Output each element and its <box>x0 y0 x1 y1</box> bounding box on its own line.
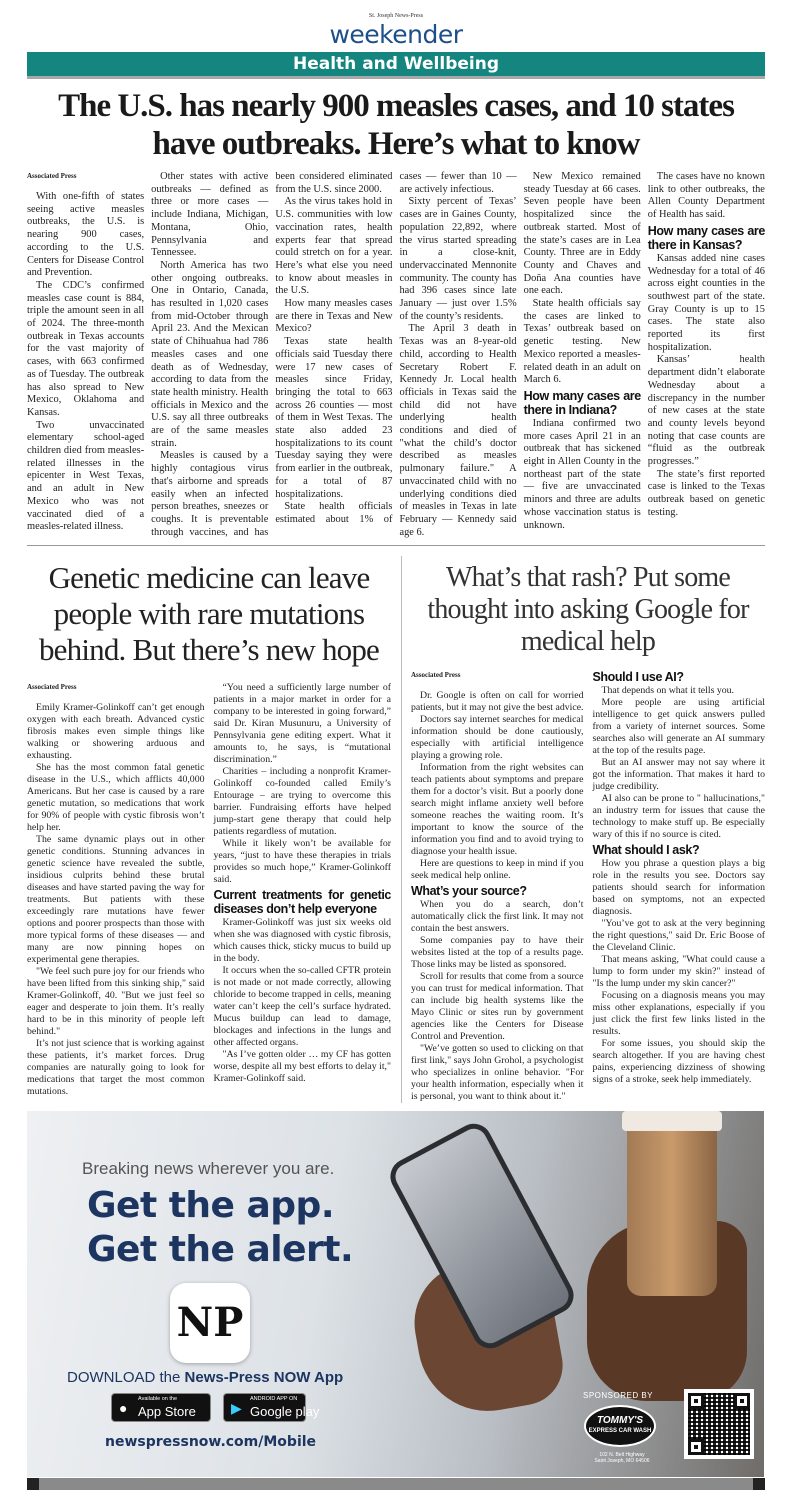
subheading: How many cases are there in Indiana? <box>523 388 641 417</box>
paragraph: Texas state health officials said Tuesday there were 17 new cases of measles since Friday, bringing the total to 663 across 26 counties — most of them in West Texas. The state also added 23 hospitalizations to its count Tuesday saying they were from earlier in the outbreak, for a total of 87 hospitalizations. <box>275 336 393 500</box>
google-play-badge[interactable] <box>223 1393 320 1422</box>
play-icon: ▶ <box>231 1400 242 1417</box>
ad-url-link[interactable]: newspressnow.com/Mobile <box>105 1434 317 1451</box>
section-divider <box>27 545 765 546</box>
paragraph: "We feel such pure joy for our friends who have been lifted from this sinking ship," said Kramer-Golinkoff, 40. "But we just feel so eager and desperate to join them. It’s really hard to be in this minority of people left behind." <box>27 966 205 1038</box>
paragraph: Other states with active outbreaks — defined as three or more cases — include Indiana, Michigan, Montana, Ohio, Pennsylvania and Tennessee. <box>151 171 269 259</box>
paragraph: Here are questions to keep in mind if you seek medical help online. <box>411 858 584 882</box>
address-line: 102 N. Belt Highway <box>599 1452 645 1459</box>
subheading: Current treatments for genetic diseases don’t help everyone <box>213 888 391 917</box>
paragraph: That depends on what it tells you. <box>601 685 735 697</box>
qr-pattern <box>688 1393 750 1455</box>
paragraph: Two unvaccinated elementary school-aged children died from measles-related illnesses in the epicenter in West Texas, and an adult in New Mexico who was not vaccinated died of a measles-related illness. <box>27 419 145 533</box>
top-article-headline: The U.S. has nearly 900 measles cases, and 10 states have outbreaks. Here’s what to know <box>58 88 734 162</box>
paragraph: The same dynamic plays out in other genetic conditions. Stunning advances in genetic science have revealed the subtle, insidious culprits behind these brutal diseases and have started paving the way for treatments. But patients with these exceedingly rare mutations have fewer options and poorer prospects than those with more typical forms of these diseases — and many are now pinning hopes on experimental gene therapies. <box>27 834 205 966</box>
badge-big-text: App Store <box>138 1404 196 1420</box>
footer-marker <box>27 1478 39 1490</box>
paragraph: The cases have no known link to other outbreaks, the Allen County Department of Health has said. <box>647 171 765 221</box>
paragraph: How you phrase a question plays a big role in the results you see. Doctors say patients should search for information based on symptoms, not an expected diagnosis. <box>592 858 765 918</box>
paragraph: State health officials estimated about 1% of cases — fewer than 10 — are actively infectious. <box>275 171 517 525</box>
ad-photo-coffee-cup <box>627 1116 717 1296</box>
byline: Associated Press <box>411 671 461 680</box>
section-header: Health and Wellbeing <box>27 52 765 79</box>
address-line: Saint Joseph, MO 64506 <box>594 1458 650 1465</box>
paragraph: For some issues, you should skip the search altogether. If you are having chest pains, experiencing dizziness of showing signs of a stroke, seek help immediately. <box>592 1038 765 1086</box>
paragraph: Scroll for results that come from a source you can trust for medical information. That can include big health systems like the Mayo Clinic or sites run by government agencies like the Centers for Disease Control and Prevention. <box>411 971 584 1043</box>
qr-code[interactable] <box>684 1389 754 1459</box>
paragraph: AI also can be prone to " hallucinations," an industry term for issues that cause the technology to make stuff up. Be especially wary of this if no source is cited. <box>592 793 765 841</box>
sponsor-address <box>577 1452 667 1464</box>
badge-big-text: Google play <box>250 1404 320 1420</box>
paragraph: It occurs when the so-called CFTR protein is not made or not made correctly, allowing chloride to become trapped in cells, meaning water can’t keep the cell’s surface hydrated. Mucus buildup can lead to damage, blockages and infections in the lungs and other affected organs. <box>213 965 391 1049</box>
footer-marker <box>753 1478 765 1490</box>
paragraph: Some companies pay to have their websites listed at the top of a results page. Those links may be listed as sponsored. <box>411 935 584 971</box>
subheading: Should I use AI? <box>592 670 684 685</box>
paragraph: Information from the right websites can teach patients about symptoms and prepare them for a doctor’s visit. But a poorly done search might inflame anxiety well before someone reaches the waiting room. It’s important to know the source of the information you find and to avoid trying to diagnose your health issue. <box>411 762 584 858</box>
badge-small-text: ANDROID APP ON <box>250 1396 298 1403</box>
paragraph: Charities – including a nonprofit Kramer-Golinkoff co-founded called Emily’s Entourage – are trying to overcome this barrier. Fundraising efforts have helped jump-start gene therapy that could help patients regardless of mutation. <box>213 766 391 838</box>
paragraph: Emily Kramer-Golinkoff can’t get enough oxygen with each breath. Advanced cystic fibrosis makes even simple things like walking or showering arduous and exhausting. <box>27 702 205 762</box>
byline: Associated Press <box>27 683 77 692</box>
paragraph: "You’ve got to ask at the very beginning the right questions," said Dr. Eric Boose of the Cleveland Clinic. <box>592 918 765 954</box>
right-article-body <box>411 670 765 1103</box>
apple-icon: ● <box>119 1400 128 1417</box>
paragraph: But an AI answer may not say where it got the information. That makes it hard to judge credibility. <box>592 757 765 793</box>
paragraph: She has the most common fatal genetic disease in the U.S., which afflicts 40,000 Americans. But her case is caused by a rare genetic mutation, so medications that work for 90% of people with cystic fibrosis won’t help her. <box>27 762 205 834</box>
brand-logo: weekender <box>329 20 463 49</box>
paragraph: While it likely won’t be available for years, “just to have these therapies in trials provides so much hope,” Kramer-Golinkoff said. <box>213 838 391 886</box>
app-advertisement[interactable] <box>27 1111 764 1477</box>
paragraph: Dr. Google is often on call for worried patients, but it may not give the best advice. <box>411 690 584 714</box>
byline: Associated Press <box>27 172 77 180</box>
paragraph: "As I’ve gotten older … my CF has gotten worse, despite all my best efforts to delay it," Kramer-Golinkoff said. <box>213 1049 391 1085</box>
paragraph: How many measles cases are there in Texas and New Mexico? <box>275 298 393 335</box>
publisher-name: St. Joseph News-Press <box>368 13 424 19</box>
subheading: What’s your source? <box>411 884 527 899</box>
download-text <box>67 1369 343 1387</box>
sponsor-logo <box>584 1405 656 1447</box>
sponsor-label: SPONSORED BY <box>583 1391 654 1401</box>
masthead <box>27 0 765 79</box>
sponsor-sub: EXPRESS CAR WASH <box>588 1428 652 1435</box>
paragraph: More people are using artificial intelligence to get quick answers pulled from a variety of internet sources. Some searches also will generate an AI summary at the top of the results page. <box>592 697 765 757</box>
paragraph: Doctors say internet searches for medical information should be done cautiously, especially with artificial intelligence playing a growing role. <box>411 714 584 762</box>
page-footer-bar <box>27 1478 765 1490</box>
paragraph: Kansas’ health department didn’t elaborate Wednesday about a discrepancy in the number of new cases at the state and county levels beyond noting that case counts are “fluid as the outbreak progresses.” <box>647 354 765 468</box>
paragraph: State health officials say the cases are linked to Texas’ outbreak based on genetic testing. New Mexico reported a measles-related death in an adult on March 6. <box>523 298 641 386</box>
paragraph: Measles is caused by a highly contagious virus that's airborne and spreads easily when an infected person breathes, sneezes or coughs. It is preventable through vaccines, and has been considered eliminated from the U.S. since 2000. <box>151 171 393 538</box>
paragraph: Sixty percent of Texas’ cases are in Gaines County, population 22,892, where the virus started spreading in a close-knit, undervaccinated Mennonite community. The county has had 396 cases since late January — just over 1.5% of the county’s residents. <box>399 196 517 322</box>
ad-headline: Get the app. <box>87 1185 335 1227</box>
news-press-app-icon: NP <box>170 1283 250 1363</box>
paragraph: North America has two other ongoing outbreaks. One in Ontario, Canada, has resulted in 1,020 cases from mid-October through April 23. And the Mexican state of Chihuahua had 786 measles cases and one death as of Wednesday, according to data from the state health ministry. Health officials in Mexico and the U.S. say all three outbreaks are of the same measles strain. <box>151 259 269 449</box>
paragraph: The April 3 death in Texas was an 8-year-old child, according to Health Secretary Robert F. Kennedy Jr. Local health officials in Texas said the child did not have underlying health conditions and died of "what the child’s doctor described as measles pulmonary failure." A unvaccinated child with no underlying conditions died of measles in Texas in late February — Kennedy said age 6. <box>399 323 517 538</box>
paragraph: It’s not just science that is working against these patients, it’s market forces. Drug companies are naturally going to look for medications that target the most common mutations. <box>27 1038 205 1098</box>
left-article-headline: Genetic medicine can leave people with rare mutations behind. But there’s new hope <box>38 560 380 668</box>
left-article-body <box>27 682 391 1098</box>
left-article <box>27 556 391 1103</box>
lower-articles <box>27 556 765 1103</box>
paragraph: “You need a sufficiently large number of patients in a major market in order for a company to be interested in going forward,” said Dr. Kiran Musunuru, a University of Pennsylvania gene editing expert. What it amounts to, he says, is “mutational discrimination.” <box>213 682 391 766</box>
paragraph: Kansas added nine cases Wednesday for a total of 46 across eight counties in the southwest part of the state. Gray County is up to 15 cases. The state also reported its first hospitalization. <box>647 252 765 353</box>
ad-photo-cup-lid <box>622 1111 722 1131</box>
download-prefix: DOWNLOAD the <box>67 1369 181 1387</box>
paragraph: Kramer-Golinkoff was just six weeks old when she was diagnosed with cystic fibrosis, which causes thick, sticky mucus to build up in the body. <box>213 917 391 965</box>
paragraph: As the virus takes hold in U.S. communities with low vaccination rates, health experts fear that spread could stretch on for a year. Here’s what else you need to know about measles in the U.S. <box>275 196 393 297</box>
subheading: What should I ask? <box>592 843 700 858</box>
top-article-body <box>27 171 765 539</box>
paragraph: The CDC’s confirmed measles case count is 884, triple the amount seen in all of 2024. The three-month outbreak in Texas accounts for the vast majority of cases, with 663 confirmed as of Tuesday. The outbreak has also spread to New Mexico, Oklahoma and Kansas. <box>27 279 145 418</box>
badge-small-text: Available on the <box>138 1396 178 1403</box>
right-article-headline: What’s that rash? Put some thought into asking Google for medical help <box>427 562 749 658</box>
paragraph: New Mexico remained steady Tuesday at 66 cases. Seven people have been hospitalized since the outbreak started. Most of the state’s cases are in Lea County. Three are in Eddy County and Chaves and Doña Ana counties have one each. <box>523 171 641 297</box>
paragraph: Focusing on a diagnosis means you may miss other explanations, especially if you just click the first few links listed in the results. <box>592 990 765 1038</box>
app-store-badge[interactable] <box>111 1393 211 1422</box>
paragraph: When you do a search, don’t automatically click the first link. It may not contain the best answers. <box>411 899 584 935</box>
paragraph: The state’s first reported case is linked to the Texas outbreak based on genetic testing. <box>647 468 765 518</box>
app-name: News-Press NOW App <box>184 1369 344 1387</box>
subheading: How many cases are there in Kansas? <box>647 223 765 252</box>
ad-tagline: Breaking news wherever you are. <box>82 1159 335 1179</box>
ad-headline: Get the alert. <box>87 1229 354 1271</box>
paragraph: With one-fifth of states seeing active measles outbreaks, the U.S. is nearing 900 cases, according to the U.S. Centers for Disease Control and Prevention. <box>27 191 145 279</box>
paragraph: Indiana confirmed two more cases April 21 in an outbreak that has sickened eight in Allen County in the northeast part of the state — five are unvaccinated minors and three are adults whose vaccination status is unknown. <box>523 417 641 531</box>
paragraph: That means asking, "What could cause a lump to form under my skin?" instead of "Is the lump under my skin cancer?" <box>592 954 765 990</box>
sponsor-name: TOMMY'S <box>596 1415 644 1427</box>
right-article <box>401 556 765 1103</box>
paragraph: "We’ve gotten so used to clicking on that first link," says John Grohol, a psychologist who specializes in online behavior. "For your health information, especially when it is personal, you want to think about it." <box>411 1043 584 1103</box>
